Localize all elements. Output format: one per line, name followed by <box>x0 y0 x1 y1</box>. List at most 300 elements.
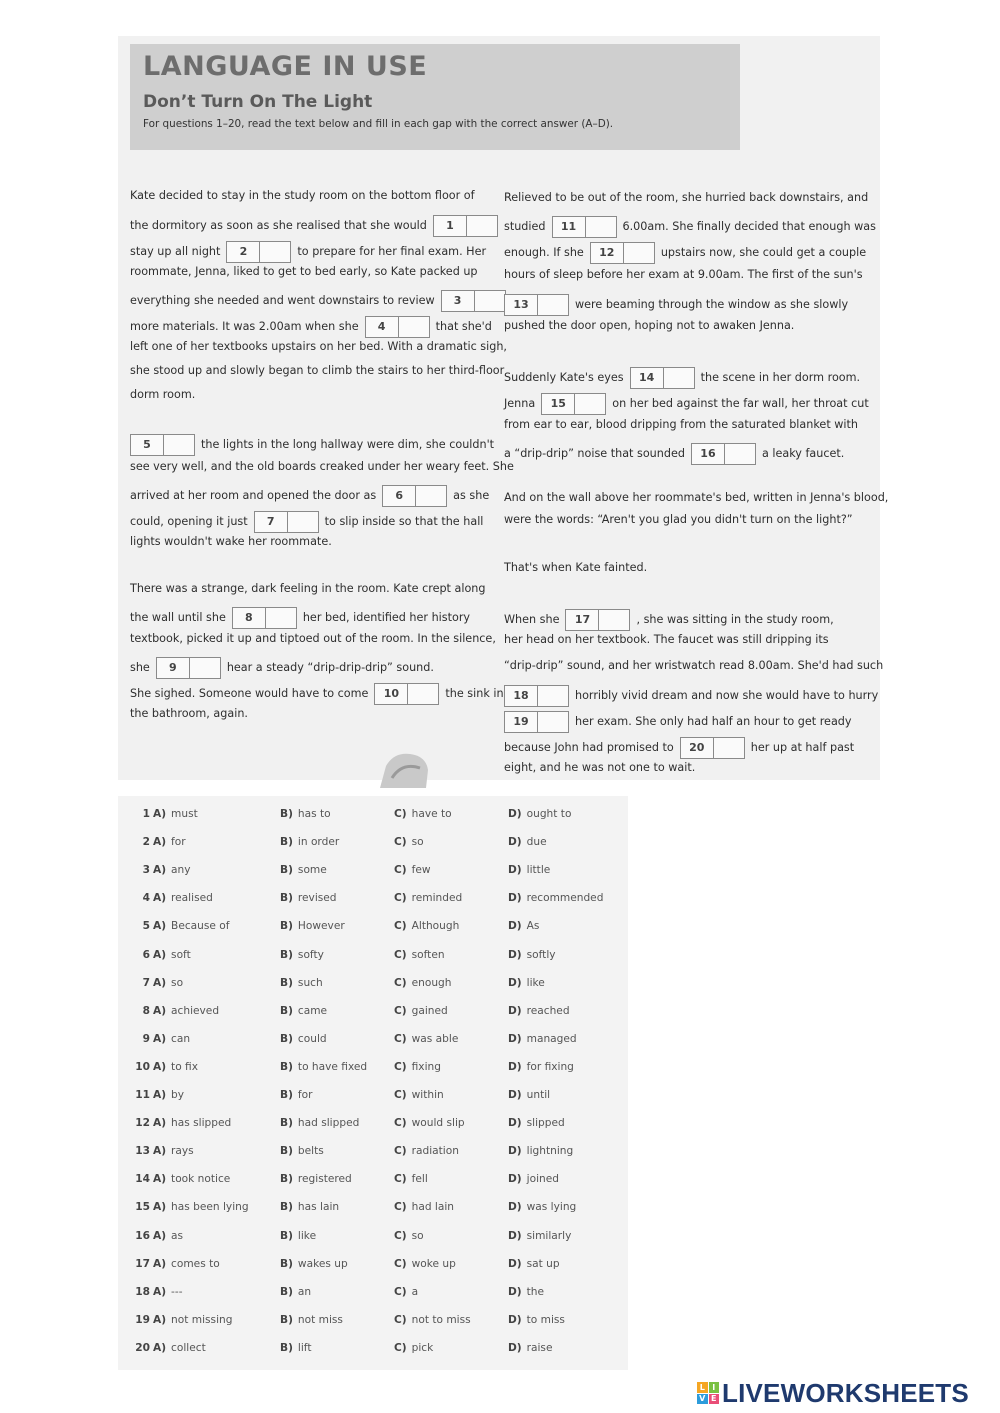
option-a <box>153 1061 198 1073</box>
gap-answer-box[interactable] <box>475 291 505 311</box>
option-d <box>508 1089 550 1101</box>
option-letter: D) <box>508 1089 522 1101</box>
option-c <box>394 1258 456 1270</box>
story-right-line <box>504 609 834 631</box>
gap-answer-box[interactable] <box>164 435 194 455</box>
option-b <box>280 1117 359 1129</box>
gap-answer-box[interactable] <box>664 368 694 388</box>
option-letter: A) <box>153 1089 167 1101</box>
option-text: not miss <box>297 1313 343 1326</box>
question-number: 3 <box>142 864 150 877</box>
gap-number: 19 <box>505 712 538 732</box>
option-letter: B) <box>280 892 293 905</box>
option-text: not missing <box>171 1313 233 1326</box>
option-text: revised <box>297 892 337 905</box>
story-left-line <box>130 582 486 596</box>
question-number: 15 <box>135 1201 150 1214</box>
question-number: 13 <box>135 1145 150 1158</box>
story-text: the wall until she <box>130 611 226 624</box>
section-title: LANGUAGE IN USE <box>143 51 428 82</box>
option-letter: D) <box>508 976 522 989</box>
story-text: her up at half past <box>750 741 855 754</box>
option-b <box>280 1201 339 1213</box>
option-row <box>118 1061 628 1081</box>
gap-answer-box[interactable] <box>408 684 438 704</box>
option-a <box>153 949 191 961</box>
option-a <box>153 836 186 848</box>
story-text: There was a strange, dark feeling in the room. Kate crept along <box>130 582 486 595</box>
story-text: the scene in her dorm room. <box>700 371 861 384</box>
question-number: 18 <box>135 1285 150 1298</box>
option-b <box>280 1089 313 1101</box>
option-text: in order <box>297 836 340 849</box>
option-b <box>280 808 331 820</box>
option-a <box>153 977 183 989</box>
option-letter: C) <box>394 948 407 961</box>
option-text: recommended <box>526 892 604 905</box>
story-text: the lights in the long hallway were dim, she couldn't <box>201 438 495 451</box>
option-text: few <box>411 864 431 877</box>
option-c <box>394 1061 441 1073</box>
option-text: --- <box>171 1285 183 1298</box>
option-row <box>118 836 628 856</box>
story-text: her bed, identified her history <box>302 611 471 624</box>
option-letter: D) <box>508 864 522 877</box>
option-letter: C) <box>394 1060 407 1073</box>
gap-19-input[interactable] <box>504 711 569 733</box>
story-text: to slip inside so that the hall <box>324 515 484 528</box>
option-text: was lying <box>526 1201 577 1214</box>
option-letter: D) <box>508 1341 522 1354</box>
option-text: enough <box>411 976 452 989</box>
gap-18-input[interactable] <box>504 685 569 707</box>
option-letter: A) <box>153 892 167 905</box>
story-text: the dormitory as soon as she realised that she would <box>130 219 427 232</box>
option-letter: D) <box>508 948 522 961</box>
gap-3-input[interactable] <box>441 290 506 312</box>
story-left-line <box>130 485 489 507</box>
gap-9-input[interactable] <box>156 657 221 679</box>
story-text: pushed the door open, hoping not to awaken Jenna. <box>504 319 795 332</box>
option-letter: D) <box>508 1257 522 1270</box>
question-number: 16 <box>135 1229 150 1242</box>
instructions: For questions 1–20, read the text below and fill in each gap with the correct answer (A–D). <box>143 118 614 130</box>
story-left-line <box>130 265 478 279</box>
story-left-line <box>130 434 494 456</box>
gap-1-input[interactable] <box>433 215 498 237</box>
story-text: left one of her textbooks upstairs on her bed. With a dramatic sigh, <box>130 340 507 353</box>
option-text: lift <box>297 1341 312 1354</box>
option-letter: C) <box>394 1032 407 1045</box>
option-letter: A) <box>153 1229 167 1242</box>
question-number: 8 <box>142 1004 150 1017</box>
option-b <box>280 1173 352 1185</box>
option-letter: B) <box>280 1285 293 1298</box>
option-c <box>394 1230 424 1242</box>
gap-answer-box[interactable] <box>538 712 568 732</box>
story-right-line <box>504 443 844 465</box>
option-letter: B) <box>280 920 293 933</box>
option-c <box>394 977 452 989</box>
option-text: wakes up <box>297 1257 348 1270</box>
gap-number: 16 <box>692 444 725 464</box>
gap-answer-box[interactable] <box>624 243 654 263</box>
story-text: she <box>130 661 150 674</box>
option-text: slipped <box>526 1117 565 1130</box>
gap-10-input[interactable] <box>374 683 439 705</box>
question-number: 11 <box>135 1089 150 1101</box>
gap-number: 17 <box>566 610 599 630</box>
question-number: 9 <box>142 1032 150 1045</box>
story-text: to prepare for her final exam. Her <box>297 245 487 258</box>
option-letter: C) <box>394 808 407 820</box>
story-text: her head on her textbook. The faucet was still dripping its <box>504 633 829 646</box>
story-left-line <box>130 607 470 629</box>
option-letter: D) <box>508 1173 522 1186</box>
story-left-line <box>130 189 475 203</box>
gap-answer-box[interactable] <box>538 686 568 706</box>
option-text: joined <box>526 1173 559 1186</box>
option-a <box>153 1033 190 1045</box>
story-left-line <box>130 707 248 721</box>
story-text: the bathroom, again. <box>130 707 248 720</box>
option-letter: D) <box>508 1229 522 1242</box>
gap-number: 8 <box>233 608 266 628</box>
gap-15-input[interactable] <box>541 393 606 415</box>
story-text: as she <box>453 489 490 502</box>
option-letter: D) <box>508 1145 522 1158</box>
option-text: not to miss <box>411 1313 471 1326</box>
option-letter: B) <box>280 1060 293 1073</box>
option-text: has to <box>297 808 331 820</box>
option-letter: A) <box>153 948 167 961</box>
option-letter: B) <box>280 1032 293 1045</box>
option-letter: B) <box>280 1117 293 1130</box>
option-row <box>118 1005 628 1025</box>
option-letter: C) <box>394 1145 407 1158</box>
option-c <box>394 864 431 876</box>
option-letter: A) <box>153 1313 167 1326</box>
gap-11-input[interactable] <box>552 216 617 238</box>
option-letter: D) <box>508 1201 522 1214</box>
option-b <box>280 949 324 961</box>
option-text: little <box>526 864 551 877</box>
option-c <box>394 949 445 961</box>
option-letter: B) <box>280 1313 293 1326</box>
option-row <box>118 808 628 828</box>
story-right-line <box>504 319 794 333</box>
torn-paper-decoration <box>376 748 432 788</box>
option-text: softy <box>297 948 324 961</box>
option-c <box>394 1005 448 1017</box>
gap-4-input[interactable] <box>365 316 430 338</box>
option-letter: C) <box>394 1201 407 1214</box>
brand-icon-tile: L <box>697 1382 708 1393</box>
option-text: had lain <box>411 1201 455 1214</box>
option-row <box>118 1342 628 1362</box>
story-text: , she was sitting in the study room, <box>636 613 834 626</box>
story-text: Suddenly Kate's eyes <box>504 371 624 384</box>
story-right-line <box>504 393 869 415</box>
story-text: hear a steady “drip-drip-drip” sound. <box>226 661 434 674</box>
option-b <box>280 1061 367 1073</box>
option-text: Although <box>411 920 460 933</box>
option-text: must <box>171 808 198 820</box>
story-right-line <box>504 737 854 759</box>
option-a <box>153 864 191 876</box>
question-number: 1 <box>142 808 150 820</box>
option-text: raise <box>526 1341 553 1354</box>
option-text: so <box>411 836 424 849</box>
story-right-line <box>504 491 888 505</box>
story-left-line <box>130 683 504 705</box>
option-letter: D) <box>508 892 522 905</box>
option-row <box>118 864 628 884</box>
gap-8-input[interactable] <box>232 607 297 629</box>
question-number: 10 <box>135 1060 150 1073</box>
option-row <box>118 1201 628 1221</box>
option-letter: C) <box>394 1173 407 1186</box>
option-c <box>394 920 459 932</box>
gap-answer-box[interactable] <box>538 295 568 315</box>
option-row <box>118 1286 628 1306</box>
option-d <box>508 1173 559 1185</box>
option-a <box>153 1230 183 1242</box>
option-text: for fixing <box>526 1060 574 1073</box>
story-text: roommate, Jenna, liked to get to bed early, so Kate packed up <box>130 265 478 278</box>
option-text: so <box>411 1229 424 1242</box>
story-text: horribly vivid dream and now she would have to hurry <box>575 689 879 702</box>
option-text: softly <box>526 948 556 961</box>
option-text: like <box>526 976 545 989</box>
gap-answer-box[interactable] <box>714 738 744 758</box>
option-text: was able <box>411 1032 459 1045</box>
gap-answer-box[interactable] <box>416 486 446 506</box>
gap-6-input[interactable] <box>382 485 447 507</box>
gap-12-input[interactable] <box>590 242 655 264</box>
option-c <box>394 1033 458 1045</box>
option-text: has lain <box>297 1201 340 1214</box>
option-d <box>508 1230 571 1242</box>
option-letter: A) <box>153 920 167 933</box>
gap-14-input[interactable] <box>630 367 695 389</box>
brand-icon-tile: V <box>697 1394 708 1405</box>
story-right-line <box>504 561 647 575</box>
story-left-line <box>130 215 504 237</box>
option-text: Because of <box>171 920 230 933</box>
option-a <box>153 1005 219 1017</box>
gap-number: 1 <box>434 216 467 236</box>
option-a <box>153 920 229 932</box>
option-letter: C) <box>394 1341 407 1354</box>
gap-17-input[interactable] <box>565 609 630 631</box>
question-number: 7 <box>142 976 150 989</box>
gap-answer-box[interactable] <box>725 444 755 464</box>
story-text: arrived at her room and opened the door as <box>130 489 377 502</box>
option-text: for <box>171 836 186 849</box>
option-text: radiation <box>411 1145 459 1158</box>
option-letter: A) <box>153 976 167 989</box>
option-text: soften <box>411 948 445 961</box>
option-text: reached <box>526 1004 570 1017</box>
story-left-line <box>130 632 496 646</box>
option-text: have to <box>411 808 452 820</box>
gap-answer-box[interactable] <box>399 317 429 337</box>
option-text: collect <box>171 1341 206 1354</box>
option-a <box>153 1117 231 1129</box>
option-letter: B) <box>280 1004 293 1017</box>
option-letter: B) <box>280 1201 293 1214</box>
option-b <box>280 1258 348 1270</box>
gap-answer-box[interactable] <box>190 658 220 678</box>
option-c <box>394 808 452 820</box>
gap-answer-box[interactable] <box>575 394 605 414</box>
story-text: she stood up and slowly began to climb the stairs to her third-floor <box>130 364 505 377</box>
option-b <box>280 1230 316 1242</box>
gap-answer-box[interactable] <box>266 608 296 628</box>
option-row <box>118 1230 628 1250</box>
story-text: Kate decided to stay in the study room on the bottom floor of <box>130 189 475 202</box>
option-text: due <box>526 836 547 849</box>
option-b <box>280 836 339 848</box>
option-letter: B) <box>280 1341 293 1354</box>
option-c <box>394 1145 459 1157</box>
option-letter: C) <box>394 864 407 877</box>
gap-20-input[interactable] <box>680 737 745 759</box>
question-number: 4 <box>142 892 150 905</box>
option-a <box>153 1286 183 1298</box>
option-a <box>153 1145 194 1157</box>
gap-5-input[interactable] <box>130 434 195 456</box>
option-row <box>118 1089 628 1109</box>
option-c <box>394 1201 454 1213</box>
brand-icon-tile: I <box>709 1382 720 1393</box>
gap-number: 14 <box>631 368 664 388</box>
option-d <box>508 1201 576 1213</box>
option-text: would slip <box>411 1117 465 1130</box>
story-text: eight, and he was not one to wait. <box>504 761 696 774</box>
option-letter: A) <box>153 1145 167 1158</box>
option-letter: B) <box>280 1173 293 1186</box>
option-d <box>508 920 539 932</box>
option-text: the <box>526 1285 545 1298</box>
gap-16-input[interactable] <box>691 443 756 465</box>
story-text: Jenna <box>504 397 536 410</box>
option-letter: D) <box>508 836 522 849</box>
option-a <box>153 1314 232 1326</box>
option-a <box>153 1089 184 1101</box>
gap-13-input[interactable] <box>504 294 569 316</box>
question-number: 17 <box>135 1257 150 1270</box>
story-left-line <box>130 364 504 378</box>
option-letter: A) <box>153 1173 167 1186</box>
option-b <box>280 1005 327 1017</box>
story-text: were beaming through the window as she slowly <box>575 298 849 311</box>
option-text: within <box>411 1089 444 1101</box>
story-text: more materials. It was 2.00am when she <box>130 320 359 333</box>
story-right-line <box>504 367 860 389</box>
option-row <box>118 892 628 912</box>
story-right-line <box>504 659 883 673</box>
gap-answer-box[interactable] <box>260 242 290 262</box>
story-right-line <box>504 268 863 282</box>
gap-answer-box[interactable] <box>599 610 629 630</box>
option-d <box>508 1005 570 1017</box>
option-text: by <box>171 1089 185 1101</box>
liveworksheets-icon <box>697 1382 719 1404</box>
option-row <box>118 949 628 969</box>
story-right-line <box>504 711 852 733</box>
option-text: However <box>297 920 345 933</box>
gap-number: 2 <box>227 242 260 262</box>
option-b <box>280 977 323 989</box>
gap-2-input[interactable] <box>226 241 291 263</box>
question-number: 14 <box>135 1173 150 1186</box>
story-text: lights wouldn't wake her roommate. <box>130 535 332 548</box>
option-text: an <box>297 1285 312 1298</box>
option-row <box>118 1314 628 1334</box>
gap-7-input[interactable] <box>254 511 319 533</box>
option-b <box>280 1314 343 1326</box>
option-d <box>508 1117 565 1129</box>
story-text: her exam. She only had half an hour to get ready <box>575 715 852 728</box>
gap-number: 10 <box>375 684 408 704</box>
option-text: pick <box>411 1341 434 1354</box>
option-text: belts <box>297 1145 324 1158</box>
option-text: realised <box>171 892 213 905</box>
story-right-line <box>504 242 866 264</box>
option-text: gained <box>411 1004 448 1017</box>
option-letter: B) <box>280 864 293 877</box>
story-left-line <box>130 657 434 679</box>
option-b <box>280 892 337 904</box>
gap-number: 4 <box>366 317 399 337</box>
option-letter: D) <box>508 1060 522 1073</box>
option-a <box>153 1342 206 1354</box>
gap-answer-box[interactable] <box>467 216 497 236</box>
option-d <box>508 949 556 961</box>
option-d <box>508 1258 560 1270</box>
option-letter: B) <box>280 1257 293 1270</box>
option-d <box>508 892 603 904</box>
brand-icon-tile: E <box>709 1394 720 1405</box>
story-left-line <box>130 290 512 312</box>
option-row <box>118 1117 628 1137</box>
question-number: 12 <box>135 1117 150 1130</box>
option-d <box>508 1286 544 1298</box>
option-letter: A) <box>153 1060 167 1073</box>
gap-answer-box[interactable] <box>288 512 318 532</box>
story-text: a “drip-drip” noise that sounded <box>504 447 685 460</box>
option-text: can <box>171 1032 191 1045</box>
option-text: rays <box>171 1145 194 1158</box>
option-letter: B) <box>280 1229 293 1242</box>
option-text: similarly <box>526 1229 572 1242</box>
option-text: As <box>526 920 540 933</box>
brand-text: LIVEWORKSHEETS <box>722 1377 969 1408</box>
option-text: soft <box>171 948 191 961</box>
option-letter: B) <box>280 1089 293 1101</box>
gap-number: 13 <box>505 295 538 315</box>
option-letter: A) <box>153 1285 167 1298</box>
story-right-line <box>504 761 695 775</box>
story-text: When she <box>504 613 560 626</box>
option-text: to have fixed <box>297 1060 368 1073</box>
gap-answer-box[interactable] <box>586 217 616 237</box>
option-letter: D) <box>508 1285 522 1298</box>
option-letter: B) <box>280 948 293 961</box>
option-letter: C) <box>394 1257 407 1270</box>
